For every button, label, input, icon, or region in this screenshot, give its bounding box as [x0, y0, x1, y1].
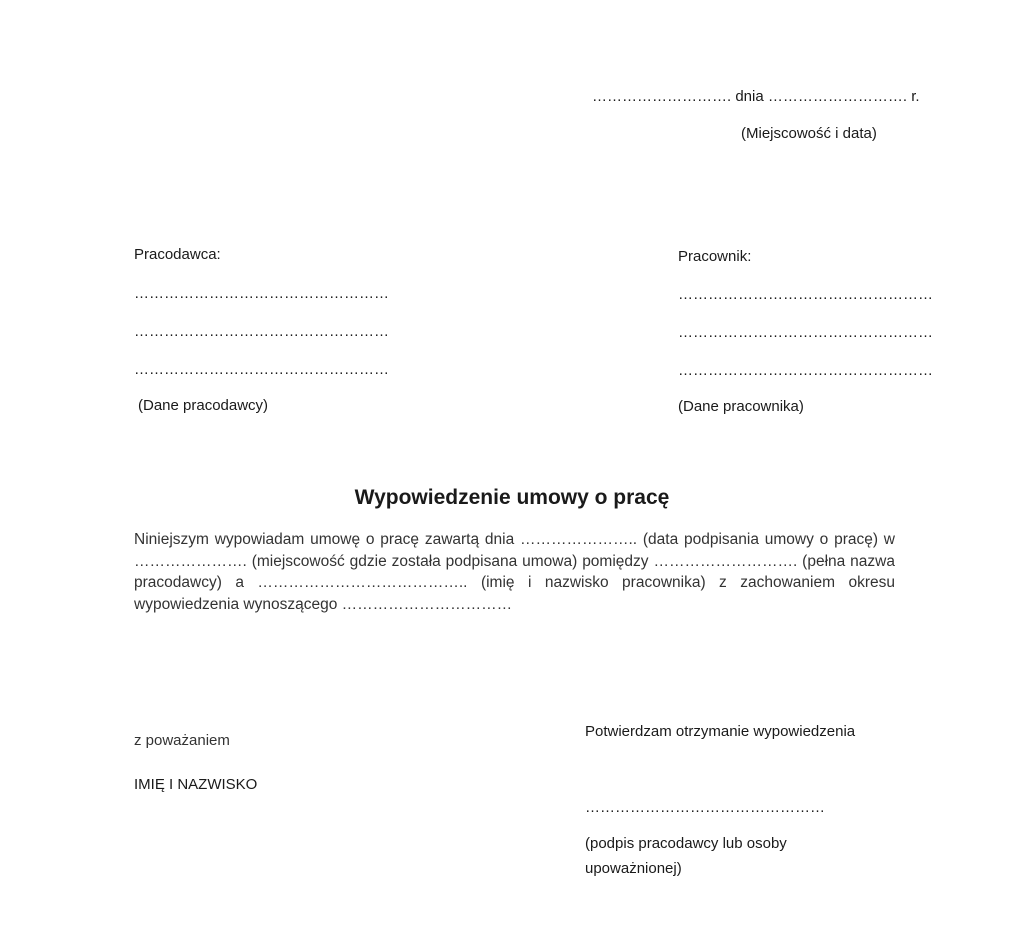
- place-date-line: ………………………. dnia ………………………. r.: [592, 88, 920, 105]
- place-date-caption: (Miejscowość i data): [741, 125, 877, 142]
- employer-line-1: ……………………………………………: [134, 285, 389, 302]
- employer-caption: (Dane pracodawcy): [138, 397, 269, 414]
- document-body: Niniejszym wypowiadam umowę o pracę zawartą dnia ………………….. (data podpisania umowy o pracę) w …………………. (miejscowość gdzie została podpisana umowa) pomiędzy ………………………. (pełna nazwa pracodawcy) a ………………………………….. (imię i nazwisko pracownika) z zachowaniem okresu wypowiedzenia wynoszącego ……………………………: [134, 531, 895, 613]
- employer-line-2: ……………………………………………: [134, 323, 389, 340]
- confirmation-label: Potwierdzam otrzymanie wypowiedzenia: [585, 723, 856, 740]
- employer-label: Pracodawca:: [134, 246, 221, 263]
- employee-line-3: ……………………………………………: [678, 362, 933, 379]
- document-title: Wypowiedzenie umowy o pracę: [354, 486, 670, 509]
- confirmation-signature-line: …………………………………………: [585, 799, 825, 816]
- signer-name: IMIĘ I NAZWISKO: [134, 776, 258, 793]
- employee-label: Pracownik:: [678, 248, 752, 265]
- confirmation-caption-line-1: (podpis pracodawcy lub osoby: [585, 835, 787, 852]
- confirmation-caption-line-2: upoważnionej): [585, 860, 682, 877]
- employer-line-3: ……………………………………………: [134, 361, 389, 378]
- employee-line-1: ……………………………………………: [678, 286, 933, 303]
- employee-caption: (Dane pracownika): [678, 398, 804, 415]
- employee-line-2: ……………………………………………: [678, 324, 933, 341]
- closing-regards: z poważaniem: [134, 732, 230, 749]
